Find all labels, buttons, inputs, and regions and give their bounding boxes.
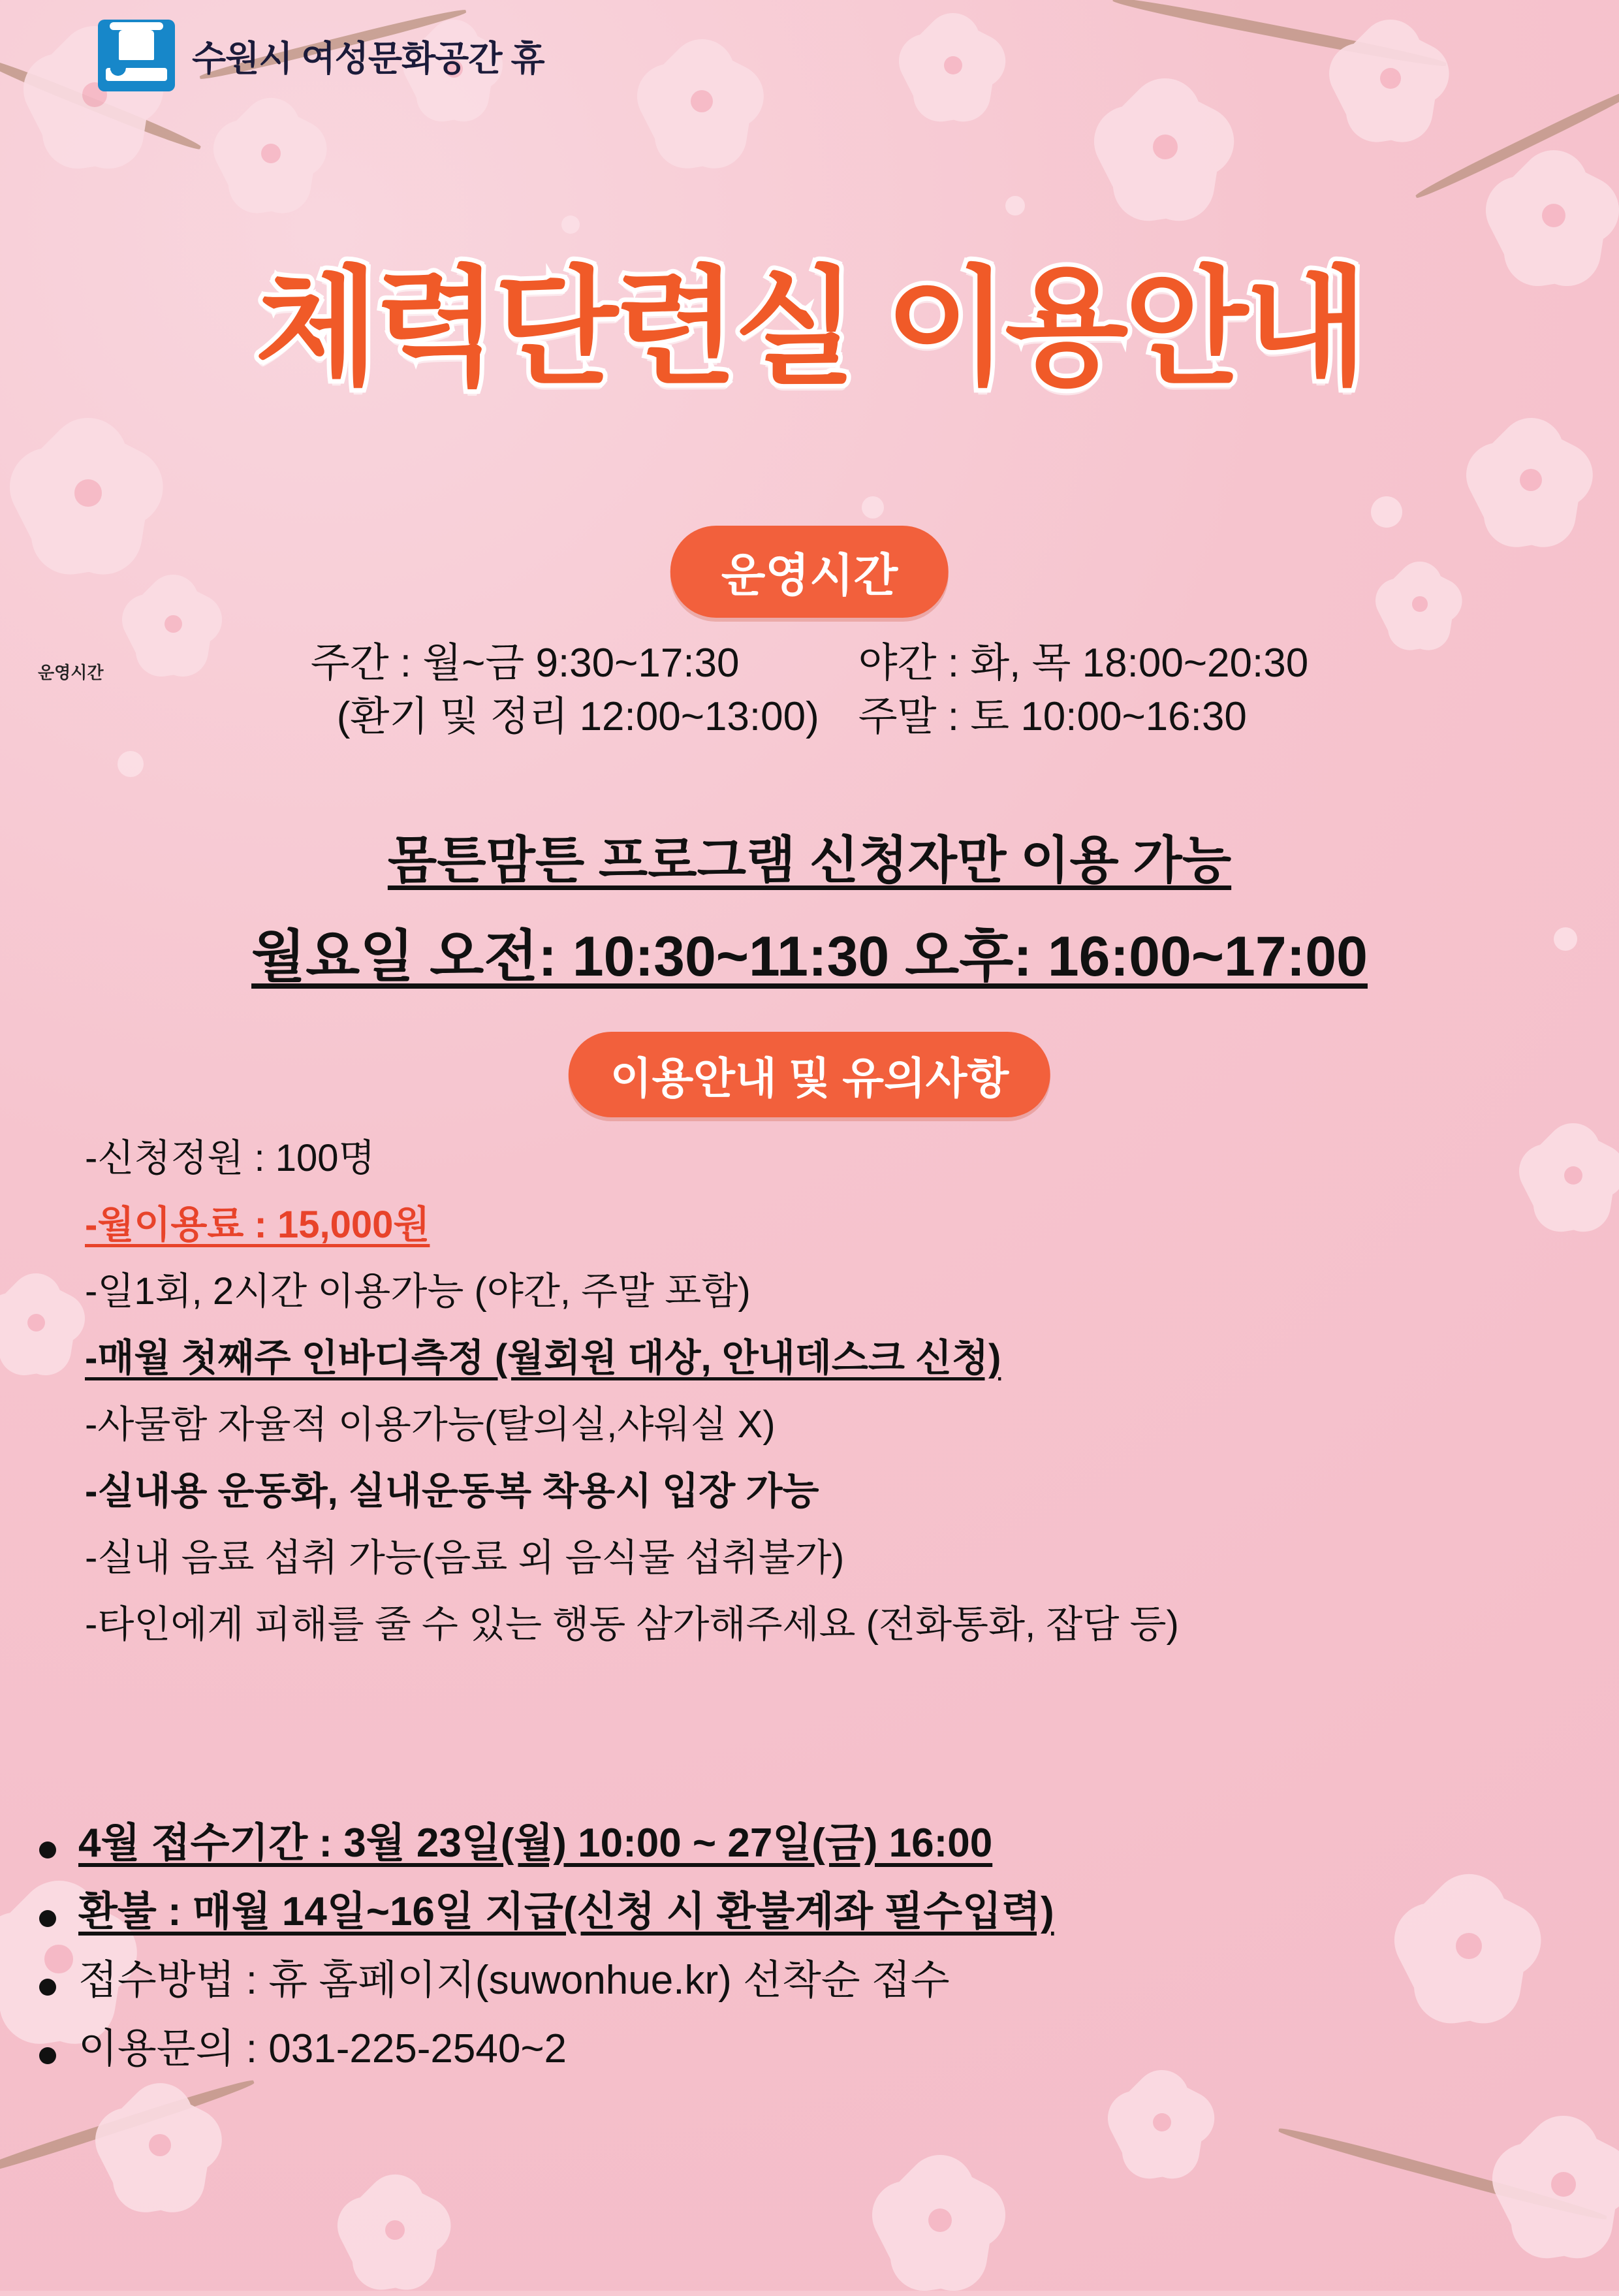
list-item (39, 1890, 1580, 1933)
bullet-icon (39, 1842, 56, 1858)
notice-list (85, 1137, 1573, 1672)
list-item-label: 이용문의 : 031-225-2540~2 (78, 2026, 567, 2072)
program-restriction (0, 820, 1619, 992)
list-item-label: 환불 : 매월 14일~16일 지급(신청 시 환불계좌 필수입력) (78, 1889, 1054, 1935)
list-item: -실내용 운동화, 실내운동복 착용시 입장 가능 (85, 1470, 819, 1512)
bullet-icon (39, 1910, 56, 1927)
section-heading-notice: 이용안내 및 유의사항 (569, 1032, 1050, 1117)
program-line-2: 월요일 오전: 10:30~11:30 오후: 16:00~17:00 (251, 925, 1368, 988)
operating-hours (0, 637, 1619, 744)
bullet-icon (39, 2047, 56, 2064)
section-heading-hours: 운영시간 (670, 526, 949, 618)
bullet-icon (39, 1979, 56, 1996)
list-item (39, 1959, 1580, 2001)
list-item: -사물함 자율적 이용가능(탈의실,샤워실 X) (85, 1403, 776, 1446)
list-item: -실내 음료 섭취 가능(음료 외 음식물 섭취불가) (85, 1537, 845, 1579)
suwon-city-tower-icon (98, 20, 175, 91)
list-item: -월이용료 : 15,000원 (85, 1204, 430, 1246)
brand-header (98, 20, 544, 91)
page-title: 체력단련실 이용안내 (255, 257, 1364, 400)
application-info-list (39, 1822, 1580, 2096)
hours-line: 야간 : 화, 목 18:00~20:30 (858, 641, 1309, 686)
list-item: -일1회, 2시간 이용가능 (야간, 주말 포함) (85, 1270, 751, 1313)
hours-column-evening-weekend (858, 637, 1308, 744)
brand-name: 수원시 여성문화공간 휴 (192, 39, 544, 78)
list-item (39, 1822, 1580, 1864)
list-item: -타인에게 피해를 줄 수 있는 행동 삼가해주세요 (전화통화, 잡담 등) (85, 1603, 1179, 1646)
list-item-label: 4월 접수기간 : 3월 23일(월) 10:00 ~ 27일(금) 16:00 (78, 1821, 993, 1866)
hours-line: (환기 및 정리 12:00~13:00) (336, 694, 819, 739)
list-item-label: 접수방법 : 휴 홈페이지(suwonhue.kr) 선착순 접수 (78, 1958, 950, 2003)
program-line-1: 몸튼맘튼 프로그램 신청자만 이용 가능 (387, 831, 1232, 889)
hours-line: 주간 : 월~금 9:30~17:30 (310, 641, 740, 686)
list-item: -매월 첫째주 인바디측정 (월회원 대상, 안내데스크 신청) (85, 1337, 1001, 1379)
hours-line: 주말 : 토 10:00~16:30 (858, 694, 1247, 739)
hours-column-weekday (311, 637, 819, 744)
side-label-hours: 운영시간 (38, 663, 104, 682)
list-item: -신청정원 : 100명 (85, 1137, 375, 1179)
list-item (39, 2028, 1580, 2070)
